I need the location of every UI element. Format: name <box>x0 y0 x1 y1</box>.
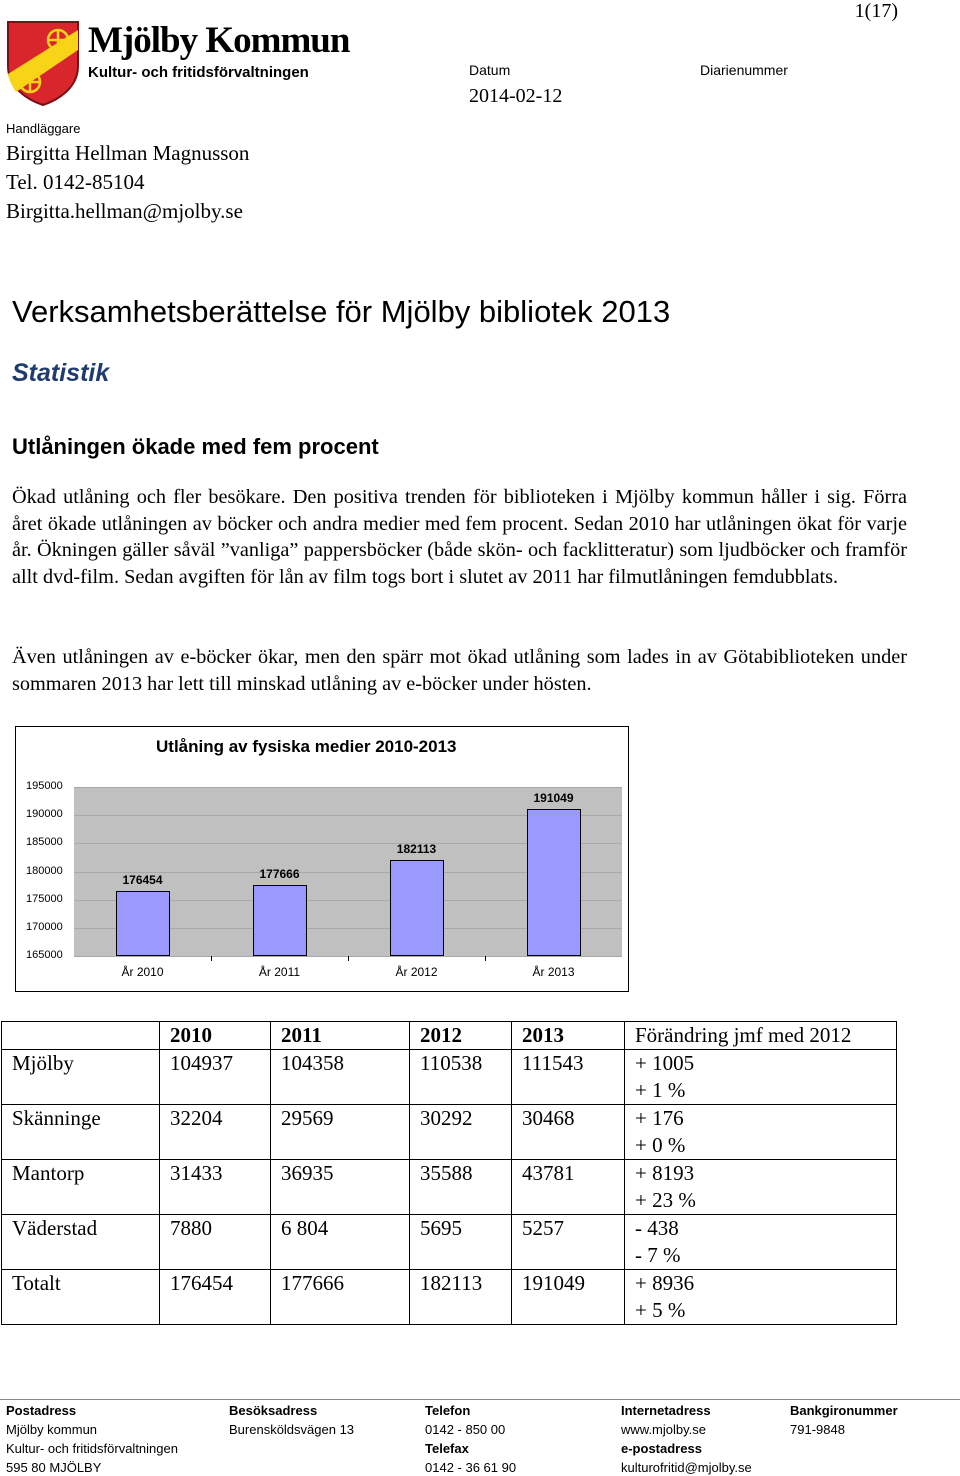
municipality-coat-of-arms <box>6 20 80 106</box>
footer-telefon-value: 0142 - 850 00 <box>425 1422 506 1437</box>
date-value: 2014-02-12 <box>469 85 563 107</box>
table-header-cell: 2013 <box>512 1022 625 1050</box>
table-cell: 5257 <box>512 1215 625 1270</box>
footer-postadress-label: Postadress <box>6 1403 77 1418</box>
handler-phone: Tel. 0142-85104 <box>6 170 145 194</box>
bar-value-label: 191049 <box>533 791 574 806</box>
x-tick-label: År 2010 <box>121 965 164 979</box>
table-cell: 35588 <box>410 1160 512 1215</box>
table-row <box>2 1160 897 1215</box>
change-cell <box>625 1160 897 1215</box>
table-cell: 182113 <box>410 1270 512 1325</box>
y-tick-label: 165000 <box>26 949 63 961</box>
handler-name: Birgitta Hellman Magnusson <box>6 141 250 165</box>
gridline <box>74 787 622 788</box>
x-tick-mark <box>211 956 212 961</box>
row-label: Mantorp <box>2 1160 160 1215</box>
table-header-cell: 2011 <box>271 1022 410 1050</box>
footer-postadress-line1: Mjölby kommun <box>6 1422 98 1437</box>
change-cell <box>625 1215 897 1270</box>
table-cell: 43781 <box>512 1160 625 1215</box>
footer-telefax-label: Telefax <box>425 1441 469 1456</box>
footer-bankgiro-label: Bankgironummer <box>790 1403 898 1418</box>
table-cell: 191049 <box>512 1270 625 1325</box>
chart-bar <box>527 809 581 956</box>
footer-bankgiro-value: 791-9848 <box>790 1422 845 1437</box>
table-cell: 31433 <box>160 1160 271 1215</box>
footer-epost-label: e-postadress <box>621 1441 702 1456</box>
table-header-cell <box>2 1022 160 1050</box>
table-row <box>2 1215 897 1270</box>
table-header-cell: 2012 <box>410 1022 512 1050</box>
table-cell: 111543 <box>512 1050 625 1105</box>
y-tick-label: 185000 <box>26 836 63 849</box>
table-header-row <box>2 1022 897 1050</box>
bar-value-label: 177666 <box>259 866 300 881</box>
footer-epost-link[interactable]: kulturofritid@mjolby.se <box>621 1460 752 1475</box>
table-row <box>2 1050 897 1105</box>
chart-bar <box>116 891 170 956</box>
department-name: Kultur- och fritidsförvaltningen <box>88 64 309 81</box>
section-heading: Utlåningen ökade med fem procent <box>12 434 379 459</box>
table-cell: 6 804 <box>271 1215 410 1270</box>
table-cell: 110538 <box>410 1050 512 1105</box>
y-tick-label: 175000 <box>26 892 63 905</box>
change-absolute: - 438 <box>635 1216 679 1240</box>
table-cell: 7880 <box>160 1215 271 1270</box>
change-percent: + 0 % <box>635 1133 686 1157</box>
footer-postadress-line3: 595 80 MJÖLBY <box>6 1460 102 1475</box>
document-title: Verksamhetsberättelse för Mjölby bibliotek 2013 <box>12 294 671 329</box>
change-cell <box>625 1105 897 1160</box>
y-tick-label: 195000 <box>26 780 63 792</box>
table-row <box>2 1105 897 1160</box>
table-cell: 104358 <box>271 1050 410 1105</box>
bar-value-label: 176454 <box>122 873 163 888</box>
change-absolute: + 8936 <box>635 1271 695 1295</box>
footer-telefon-label: Telefon <box>425 1403 471 1418</box>
loans-bar-chart <box>15 726 629 992</box>
footer-internet-label: Internetadress <box>621 1403 711 1418</box>
footer-besok-value: Burensköldsvägen 13 <box>229 1422 355 1437</box>
page-number: 1(17) <box>854 0 898 22</box>
loans-table <box>1 1021 897 1325</box>
row-label: Skänninge <box>2 1105 160 1160</box>
paragraph-2: Även utlåningen av e-böcker ökar, men den spärr mot ökad utlåning som lades in av Götabiblioteken under sommaren 2013 har lett till minskad utlåning av e-böcker under hösten. <box>12 646 907 695</box>
y-tick-label: 190000 <box>26 808 63 821</box>
row-label: Totalt <box>2 1270 160 1325</box>
change-absolute: + 1005 <box>635 1051 695 1075</box>
x-tick-mark <box>348 956 349 961</box>
chart-plot-area <box>74 787 622 979</box>
table-cell: 30292 <box>410 1105 512 1160</box>
footer-postadress-line2: Kultur- och fritidsförvaltningen <box>6 1441 178 1456</box>
y-tick-label: 180000 <box>26 864 63 877</box>
table-cell: 176454 <box>160 1270 271 1325</box>
registry-number-label: Diarienummer <box>700 62 788 78</box>
handler-email: Birgitta.hellman@mjolby.se <box>6 199 243 223</box>
brand-wordmark: Mjölby Kommun <box>88 20 350 61</box>
table-cell: 5695 <box>410 1215 512 1270</box>
x-tick-label: År 2013 <box>532 965 575 979</box>
table-cell: 177666 <box>271 1270 410 1325</box>
table-cell: 29569 <box>271 1105 410 1160</box>
change-cell <box>625 1050 897 1105</box>
change-percent: + 1 % <box>635 1078 686 1102</box>
change-percent: - 7 % <box>635 1243 681 1267</box>
table-row <box>2 1270 897 1325</box>
table-cell: 32204 <box>160 1105 271 1160</box>
footer-besok-label: Besöksadress <box>229 1403 318 1418</box>
table-cell: 30468 <box>512 1105 625 1160</box>
change-percent: + 23 % <box>635 1188 696 1212</box>
paragraph-1: Ökad utlåning och fler besökare. Den positiva trenden för biblioteken i Mjölby kommun håller i sig. Förra året ökade utlåningen av böcker och andra medier med fem procent. Sedan 2010 har utlåningen ökat för varje år. Ökningen gäller såväl ”vanliga” pappersböcker (både skön- och facklitteratur) som ljudböcker och framför allt dvd-film. Sedan avgiften för lån av film togs bort i slutet av 2011 har filmutlåningen femdubblats. <box>12 486 907 589</box>
x-tick-mark <box>485 956 486 961</box>
footer-telefax-value: 0142 - 36 61 90 <box>425 1460 517 1475</box>
change-absolute: + 176 <box>635 1106 684 1130</box>
handler-label: Handläggare <box>6 121 81 136</box>
table-header-cell: 2010 <box>160 1022 271 1050</box>
chart-title: Utlåning av fysiska medier 2010-2013 <box>156 737 457 756</box>
x-tick-label: År 2011 <box>258 965 301 979</box>
change-percent: + 5 % <box>635 1298 686 1322</box>
document-subtitle: Statistik <box>12 359 110 387</box>
date-label: Datum <box>469 62 511 78</box>
row-label: Väderstad <box>2 1215 160 1270</box>
table-cell: 104937 <box>160 1050 271 1105</box>
x-tick-label: År 2012 <box>395 965 438 979</box>
table-cell: 36935 <box>271 1160 410 1215</box>
chart-bar <box>253 885 307 956</box>
table-header-cell: Förändring jmf med 2012 <box>625 1022 897 1050</box>
y-tick-label: 170000 <box>26 920 63 933</box>
change-absolute: + 8193 <box>635 1161 695 1185</box>
coat-of-arms-icon <box>6 20 80 106</box>
change-cell <box>625 1270 897 1325</box>
footer-divider <box>0 1399 960 1400</box>
row-label: Mjölby <box>2 1050 160 1105</box>
bar-value-label: 182113 <box>396 841 437 856</box>
footer-internet-link[interactable]: www.mjolby.se <box>621 1422 707 1437</box>
chart-bar <box>390 860 444 956</box>
